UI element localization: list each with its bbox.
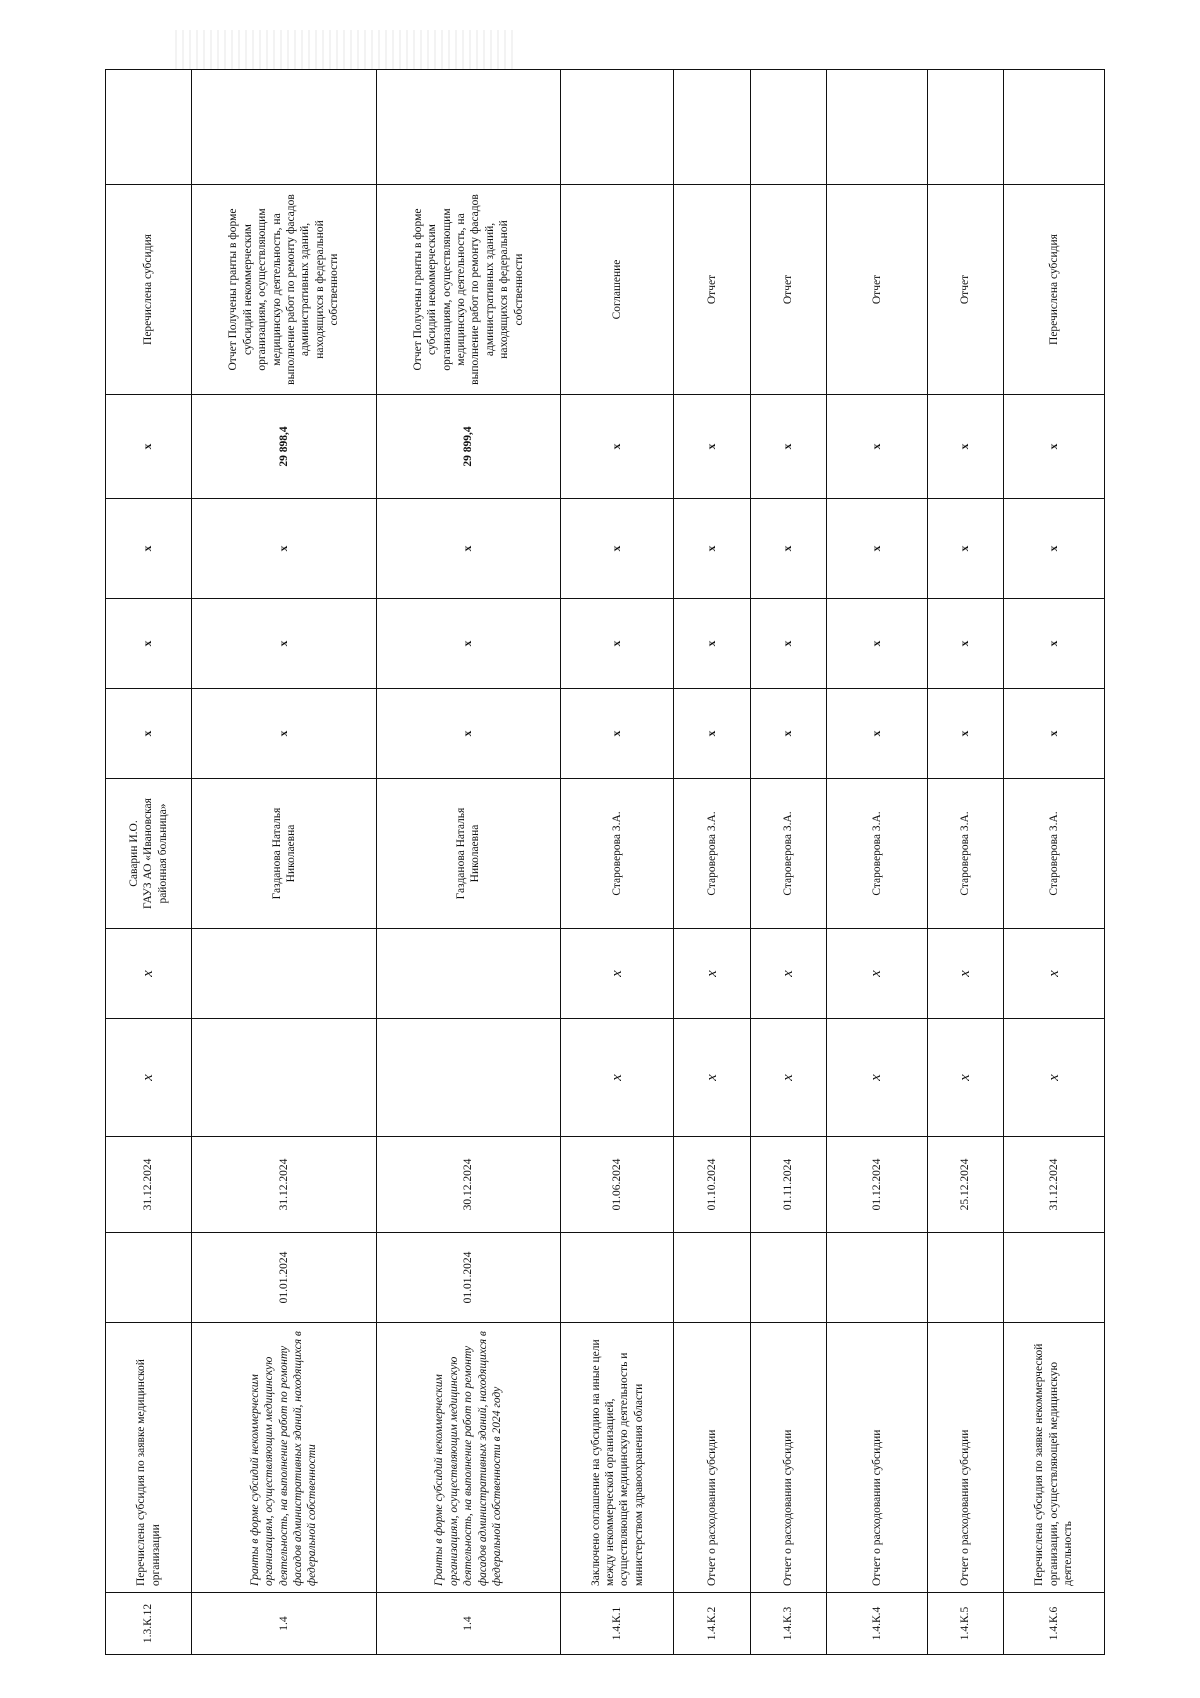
cell-c9: x (826, 599, 927, 689)
cell-c5 (376, 1019, 561, 1137)
cell-c9: x (376, 599, 561, 689)
cell-start-date: 01.01.2024 (192, 1233, 377, 1323)
cell-responsible: Староверова З.А. (750, 779, 826, 929)
cell-c5: x (106, 1019, 192, 1137)
cell-c6 (376, 929, 561, 1019)
cell-start-date (106, 1233, 192, 1323)
cell-c10: x (106, 499, 192, 599)
cell-end-date: 01.10.2024 (674, 1137, 750, 1233)
cell-c10: x (674, 499, 750, 599)
cell-c9: x (750, 599, 826, 689)
cell-end-date: 31.12.2024 (192, 1137, 377, 1233)
cell-responsible: Староверова З.А. (927, 779, 1003, 929)
cell-name: Перечислена субсидия по заявке некоммерческой организации, осуществляющей медицинскую деятельность (1004, 1323, 1105, 1593)
cell-c13 (750, 70, 826, 185)
cell-c6: x (1004, 929, 1105, 1019)
cell-c8: x (106, 689, 192, 779)
table-row (376, 70, 561, 1655)
plan-table (105, 69, 1105, 1655)
cell-responsible: Староверова З.А. (674, 779, 750, 929)
table-row (106, 70, 192, 1655)
cell-end-date: 30.12.2024 (376, 1137, 561, 1233)
cell-code: 1.4.К.1 (561, 1593, 674, 1655)
cell-c9: x (927, 599, 1003, 689)
cell-c10: x (927, 499, 1003, 599)
table-row (674, 70, 750, 1655)
cell-c10: x (826, 499, 927, 599)
cell-c10: x (561, 499, 674, 599)
table-row (927, 70, 1003, 1655)
cell-c13 (561, 70, 674, 185)
cell-responsible: Газданова Наталья Николаевна (192, 779, 377, 929)
cell-name: Перечислена субсидия по заявке медицинской организации (106, 1323, 192, 1593)
cell-result: Соглашение (561, 185, 674, 395)
cell-start-date (674, 1233, 750, 1323)
cell-end-date: 01.06.2024 (561, 1137, 674, 1233)
cell-name: Гранты в форме субсидий некоммерческим организациям, осуществляющим медицинскую деятельность, на выполнение работ по ремонту фасадов административных зданий, находящихся в федеральной собственности (192, 1323, 377, 1593)
cell-result: Отчет (927, 185, 1003, 395)
cell-c10: x (1004, 499, 1105, 599)
cell-c5 (192, 1019, 377, 1137)
cell-c6 (192, 929, 377, 1019)
rotated-table-wrapper (105, 70, 1105, 1655)
cell-result: Отчет (674, 185, 750, 395)
cell-code: 1.4.К.3 (750, 1593, 826, 1655)
cell-c6: x (826, 929, 927, 1019)
cell-code: 1.3.К.12 (106, 1593, 192, 1655)
table-body (106, 70, 1105, 1655)
cell-c10: x (750, 499, 826, 599)
cell-code: 1.4 (192, 1593, 377, 1655)
cell-c9: x (1004, 599, 1105, 689)
cell-result: Отчет Получены гранты в форме субсидий некоммерческим организациям, осуществляющим медицинскую деятельность, на выполнение работ по ремонту фасадов административных зданий, находящихся в федеральной собственности (192, 185, 377, 395)
cell-c6: x (674, 929, 750, 1019)
cell-c8: x (927, 689, 1003, 779)
cell-responsible: Староверова З.А. (1004, 779, 1105, 929)
cell-c5: x (927, 1019, 1003, 1137)
cell-responsible: Саварин И.О. ГАУЗ АО «Ивановская районная больница» (106, 779, 192, 929)
cell-c8: x (1004, 689, 1105, 779)
table-row (826, 70, 927, 1655)
cell-c8: x (750, 689, 826, 779)
cell-c13 (1004, 70, 1105, 185)
cell-c9: x (561, 599, 674, 689)
cell-c11: x (927, 395, 1003, 499)
cell-c5: x (561, 1019, 674, 1137)
cell-c8: x (376, 689, 561, 779)
table-row (192, 70, 377, 1655)
cell-name: Отчет о расходовании субсидии (826, 1323, 927, 1593)
cell-code: 1.4.К.4 (826, 1593, 927, 1655)
cell-c11: 29 898,4 (192, 395, 377, 499)
cell-c5: x (1004, 1019, 1105, 1137)
cell-c13 (376, 70, 561, 185)
cell-c11: x (1004, 395, 1105, 499)
cell-name: Гранты в форме субсидий некоммерческим организациям, осуществляющим медицинскую деятельность, на выполнение работ по ремонту фасадов административных зданий, находящихся в федеральной собственности в 2024 году (376, 1323, 561, 1593)
cell-c11: x (750, 395, 826, 499)
cell-name: Отчет о расходовании субсидии (750, 1323, 826, 1593)
cell-name: Отчет о расходовании субсидии (674, 1323, 750, 1593)
cell-name: Отчет о расходовании субсидии (927, 1323, 1003, 1593)
cell-end-date: 25.12.2024 (927, 1137, 1003, 1233)
cell-c5: x (826, 1019, 927, 1137)
cell-start-date: 01.01.2024 (376, 1233, 561, 1323)
cell-start-date (927, 1233, 1003, 1323)
cell-c10: x (376, 499, 561, 599)
cell-c11: x (674, 395, 750, 499)
cell-c10: x (192, 499, 377, 599)
cell-c11: x (826, 395, 927, 499)
cell-c6: x (106, 929, 192, 1019)
cell-c6: x (750, 929, 826, 1019)
cell-c8: x (192, 689, 377, 779)
cell-result: Перечислена субсидия (1004, 185, 1105, 395)
cell-code: 1.4.К.2 (674, 1593, 750, 1655)
cell-c8: x (826, 689, 927, 779)
cell-start-date (561, 1233, 674, 1323)
cell-responsible: Староверова З.А. (561, 779, 674, 929)
cell-c11: 29 899,4 (376, 395, 561, 499)
cell-start-date (826, 1233, 927, 1323)
cell-end-date: 31.12.2024 (1004, 1137, 1105, 1233)
table-row (750, 70, 826, 1655)
cell-c13 (826, 70, 927, 185)
cell-c8: x (561, 689, 674, 779)
cell-start-date (750, 1233, 826, 1323)
cell-c11: x (106, 395, 192, 499)
cell-responsible: Газданова Наталья Николаевна (376, 779, 561, 929)
cell-c13 (927, 70, 1003, 185)
cell-c6: x (927, 929, 1003, 1019)
table-row (1004, 70, 1105, 1655)
cell-end-date: 01.11.2024 (750, 1137, 826, 1233)
cell-end-date: 31.12.2024 (106, 1137, 192, 1233)
cell-end-date: 01.12.2024 (826, 1137, 927, 1233)
cell-c13 (106, 70, 192, 185)
cell-c5: x (674, 1019, 750, 1137)
cell-c8: x (674, 689, 750, 779)
cell-c13 (674, 70, 750, 185)
cell-result: Перечислена субсидия (106, 185, 192, 395)
cell-c5: x (750, 1019, 826, 1137)
cell-code: 1.4.К.5 (927, 1593, 1003, 1655)
cell-code: 1.4.К.6 (1004, 1593, 1105, 1655)
cell-name: Заключено соглашение на субсидию на иные цели между некоммерческой организацией, осуществляющей медицинскую деятельность и министерством здравоохранения области (561, 1323, 674, 1593)
cell-result: Отчет Получены гранты в форме субсидий некоммерческим организациям, осуществляющим медицинскую деятельность, на выполнение работ по ремонту фасадов административных зданий, находящихся в федеральной собственности (376, 185, 561, 395)
cell-start-date (1004, 1233, 1105, 1323)
cell-c13 (192, 70, 377, 185)
cell-result: Отчет (750, 185, 826, 395)
cell-c9: x (106, 599, 192, 689)
table-row (561, 70, 674, 1655)
cell-c6: x (561, 929, 674, 1019)
cell-responsible: Староверова З.А. (826, 779, 927, 929)
cell-c11: x (561, 395, 674, 499)
cell-c9: x (192, 599, 377, 689)
cell-result: Отчет (826, 185, 927, 395)
cell-c9: x (674, 599, 750, 689)
cell-code: 1.4 (376, 1593, 561, 1655)
